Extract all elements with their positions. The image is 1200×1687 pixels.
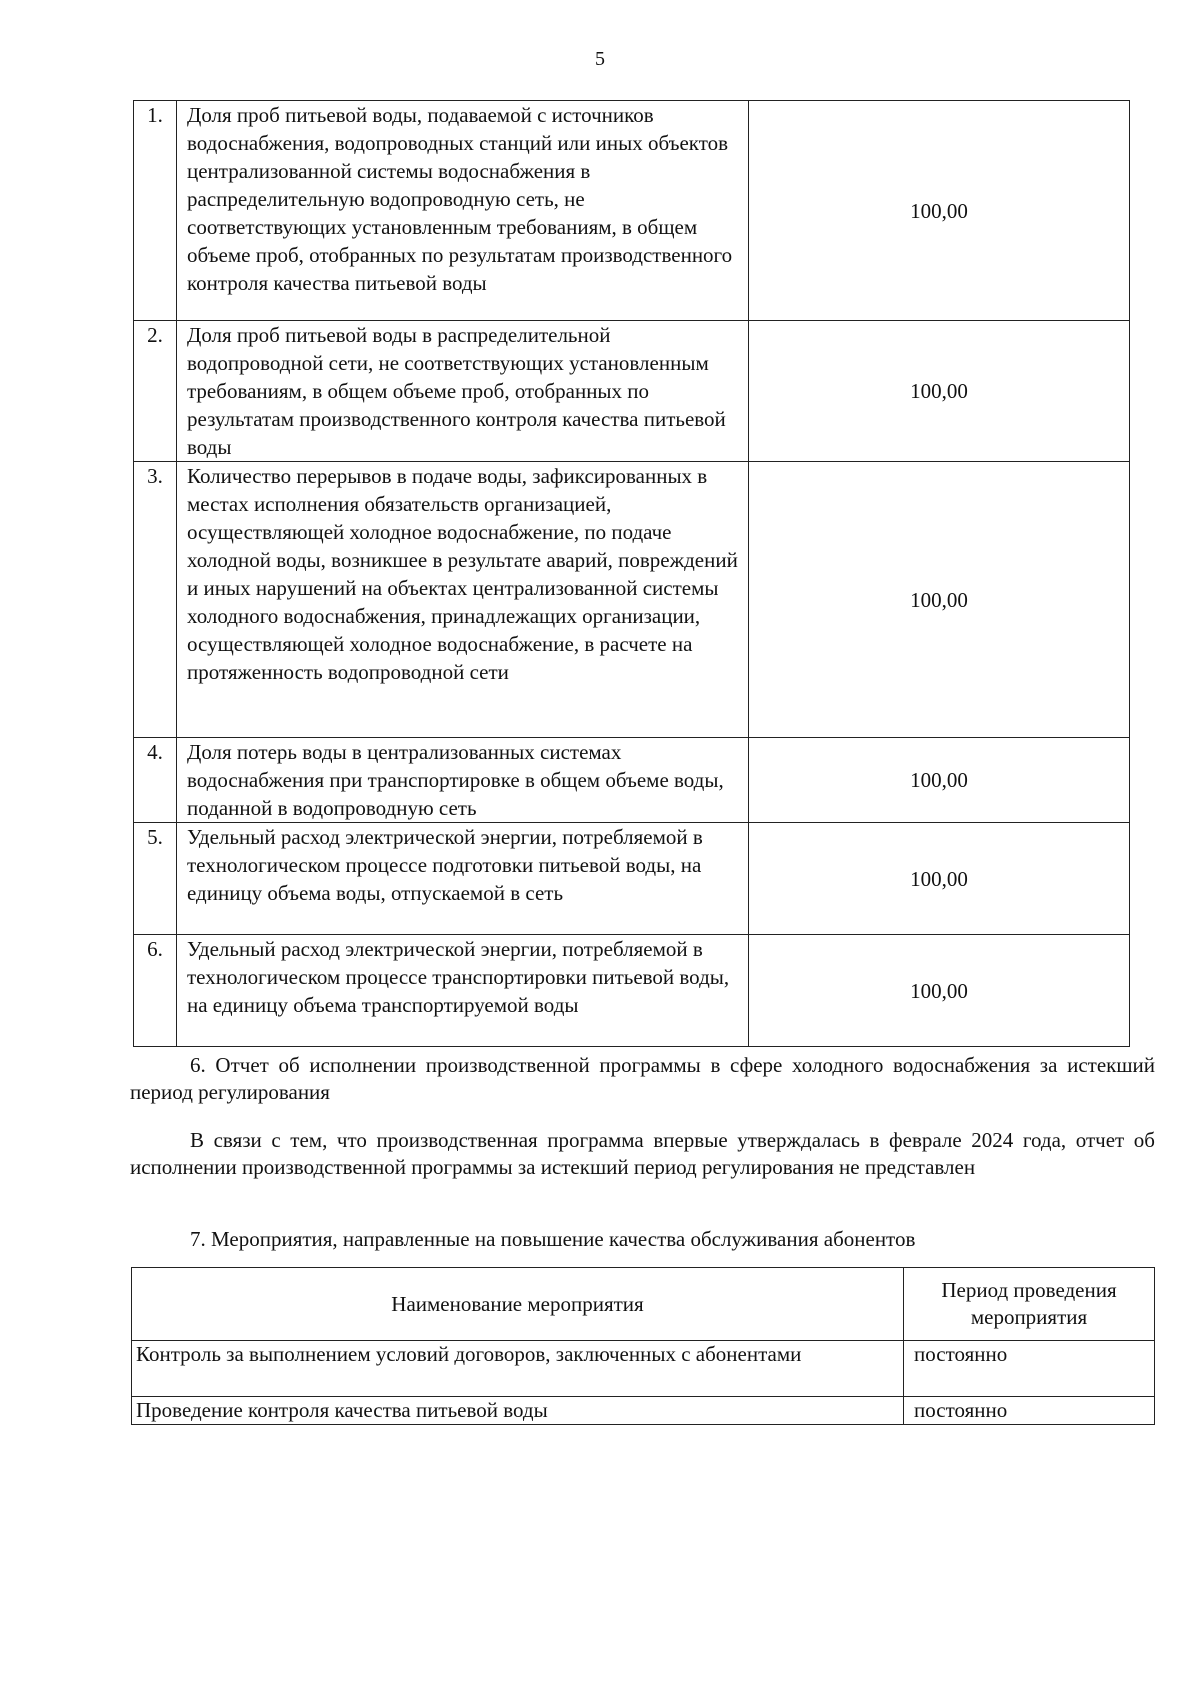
section6-heading: 6. Отчет об исполнении производственной программы в сфере холодного водоснабжения за истекший период регулирования <box>130 1053 1155 1104</box>
measure-name: Проведение контроля качества питьевой воды <box>132 1397 904 1425</box>
indicator-name: Доля проб питьевой воды в распределительной водопроводной сети, не соответствующих установленным требованиям, в общем объеме проб, отобранных по результатам производственного контроля качества питьевой воды <box>177 321 749 462</box>
table-row <box>134 101 1130 321</box>
indicator-value: 100,00 <box>749 738 1130 823</box>
table-header-row <box>132 1268 1155 1341</box>
table-row <box>132 1341 1155 1397</box>
indicator-name: Количество перерывов в подаче воды, зафиксированных в местах исполнения обязательств организацией, осуществляющей холодное водоснабжение, по подаче холодной воды, возникшее в результате аварий, повреждений и иных нарушений на объектах централизованной системы холодного водоснабжения, принадлежащих организации, осуществляющей холодное водоснабжение, в расчете на протяженность водопроводной сети <box>177 462 749 738</box>
indicator-value: 100,00 <box>749 462 1130 738</box>
section7-heading: 7. Мероприятия, направленные на повышение качества обслуживания абонентов <box>190 1227 916 1251</box>
indicator-value: 100,00 <box>749 321 1130 462</box>
indicator-value: 100,00 <box>749 935 1130 1047</box>
indicator-name: Доля потерь воды в централизованных системах водоснабжения при транспортировке в общем объеме воды, поданной в водопроводную сеть <box>177 738 749 823</box>
row-number: 5. <box>134 823 177 935</box>
row-number: 3. <box>134 462 177 738</box>
indicator-name: Удельный расход электрической энергии, потребляемой в технологическом процессе транспортировки питьевой воды, на единицу объема транспортируемой воды <box>177 935 749 1047</box>
table-row <box>134 935 1130 1047</box>
table-row <box>134 823 1130 935</box>
table-row <box>132 1397 1155 1425</box>
table-row <box>134 462 1130 738</box>
indicators-table <box>133 100 1130 1047</box>
row-number: 6. <box>134 935 177 1047</box>
measure-period: постоянно <box>904 1397 1155 1425</box>
column-header-period: Период проведения мероприятия <box>904 1268 1155 1341</box>
table-row <box>134 738 1130 823</box>
indicator-name: Удельный расход электрической энергии, потребляемой в технологическом процессе подготовки питьевой воды, на единицу объема воды, отпускаемой в сеть <box>177 823 749 935</box>
table-row <box>134 321 1130 462</box>
measure-period: постоянно <box>904 1341 1155 1397</box>
indicator-value: 100,00 <box>749 823 1130 935</box>
indicator-name: Доля проб питьевой воды, подаваемой с источников водоснабжения, водопроводных станций или иных объектов централизованной системы водоснабжения в распределительную водопроводную сеть, не соответствующих установленным требованиям, в общем объеме проб, отобранных по результатам производственного контроля качества питьевой воды <box>177 101 749 321</box>
section6-body: В связи с тем, что производственная программа впервые утверждалась в феврале 2024 года, отчет об исполнении производственной программы за истекший период регулирования не представлен <box>130 1128 1155 1179</box>
indicator-value: 100,00 <box>749 101 1130 321</box>
row-number: 2. <box>134 321 177 462</box>
page-number: 5 <box>595 48 605 70</box>
measures-table <box>131 1267 1155 1425</box>
column-header-name: Наименование мероприятия <box>132 1268 904 1341</box>
row-number: 1. <box>134 101 177 321</box>
row-number: 4. <box>134 738 177 823</box>
measure-name: Контроль за выполнением условий договоров, заключенных с абонентами <box>132 1341 904 1397</box>
